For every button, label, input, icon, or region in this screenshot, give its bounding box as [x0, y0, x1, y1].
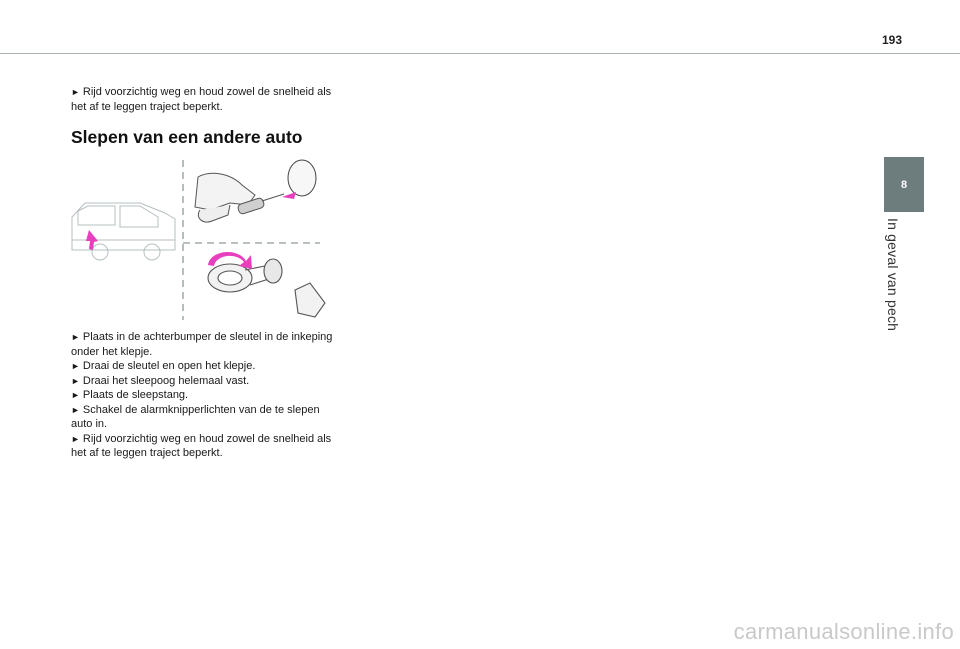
intro-block [71, 85, 341, 114]
watermark: carmanualsonline.info [733, 619, 954, 644]
step-item: ► Plaats de sleepstang. [71, 389, 189, 401]
step-item: ► Plaats in de achterbumper de sleutel in de inkeping onder het klepje. [71, 331, 333, 358]
intro-text: Rijd voorzichtig weg en houd zowel de snelheid als het af te leggen traject beperkt. [71, 86, 332, 113]
key-in-bumper-icon [195, 160, 316, 222]
bullet-arrow-icon: ► [71, 390, 80, 400]
step-item: ► Draai het sleepoog helemaal vast. [71, 374, 250, 387]
bullet-arrow-icon: ► [71, 361, 80, 371]
van-icon [72, 203, 175, 260]
step-item: ► Draai de sleutel en open het klepje. [71, 360, 256, 372]
towing-eye-icon [208, 259, 325, 317]
bullet-arrow-icon: ► [71, 433, 80, 444]
bullet-arrow-icon: ► [71, 375, 80, 386]
chapter-tab[interactable] [884, 157, 924, 212]
step-item: ► Rijd voorzichtig weg en houd zowel de snelheid als het af te leggen traject beperkt. [71, 432, 332, 459]
page-number: 193 [881, 33, 902, 47]
bullet-arrow-icon: ► [71, 404, 80, 415]
key-direction-arrow-icon [282, 192, 296, 199]
chapter-title: In geval van pech [885, 218, 901, 332]
towing-eye-illustration [70, 155, 332, 325]
header-rule [0, 53, 960, 54]
step-item: ► Schakel de alarmknipperlichten van de te slepen auto in. [71, 403, 320, 430]
steps-list [71, 330, 341, 461]
bullet-arrow-icon: ► [71, 87, 80, 97]
intro-paragraph [71, 85, 341, 114]
section-title: Slepen van een andere auto [71, 127, 303, 147]
van-location-arrow-icon [86, 230, 98, 250]
chapter-number: 8 [900, 178, 908, 191]
bullet-arrow-icon: ► [71, 332, 80, 342]
